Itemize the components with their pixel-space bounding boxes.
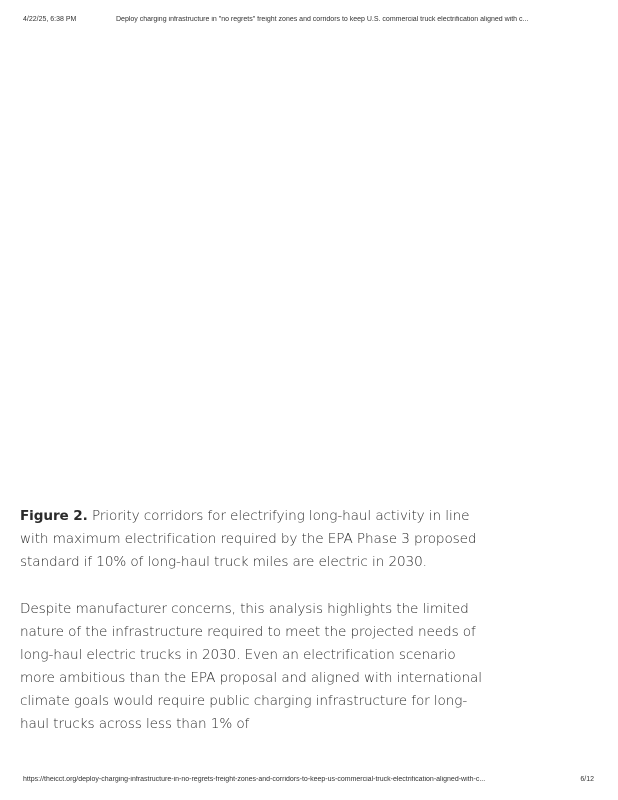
article-content: [20, 505, 490, 736]
figure-caption-text: Priority corridors for electrifying long-haul activity in line with maximum electrification required by the EPA Phase 3 proposed standard if 10% of long-haul truck miles are electric in 2030.: [20, 508, 477, 571]
figure-placeholder: [20, 40, 598, 495]
body-paragraph: Despite manufacturer concerns, this analysis highlights the limited nature of the infrastructure required to meet the projected needs of long-haul electric trucks in 2030. Even an electrification scenario more ambitious than the EPA proposal and aligned with international climate goals would require public charging infrastructure for long-haul trucks across less than 1% of: [20, 600, 482, 732]
print-page-title: Deploy charging infrastructure in "no regrets" freight zones and corridors to keep U.S. commercial truck electrification aligned with c...: [116, 16, 529, 23]
figure-caption-label: Figure 2.: [20, 508, 88, 524]
print-footer: [0, 776, 618, 788]
figure-caption: [20, 505, 490, 575]
print-date: 4/22/25, 6:38 PM: [23, 16, 77, 23]
print-header: [0, 16, 618, 30]
print-url[interactable]: https://theicct.org/deploy-charging-infrastructure-in-no-regrets-freight-zones-and-corridors-to-keep-us-commercial-truck-electrification-aligned-with-c...: [23, 776, 486, 783]
page-number: 6/12: [580, 776, 594, 783]
